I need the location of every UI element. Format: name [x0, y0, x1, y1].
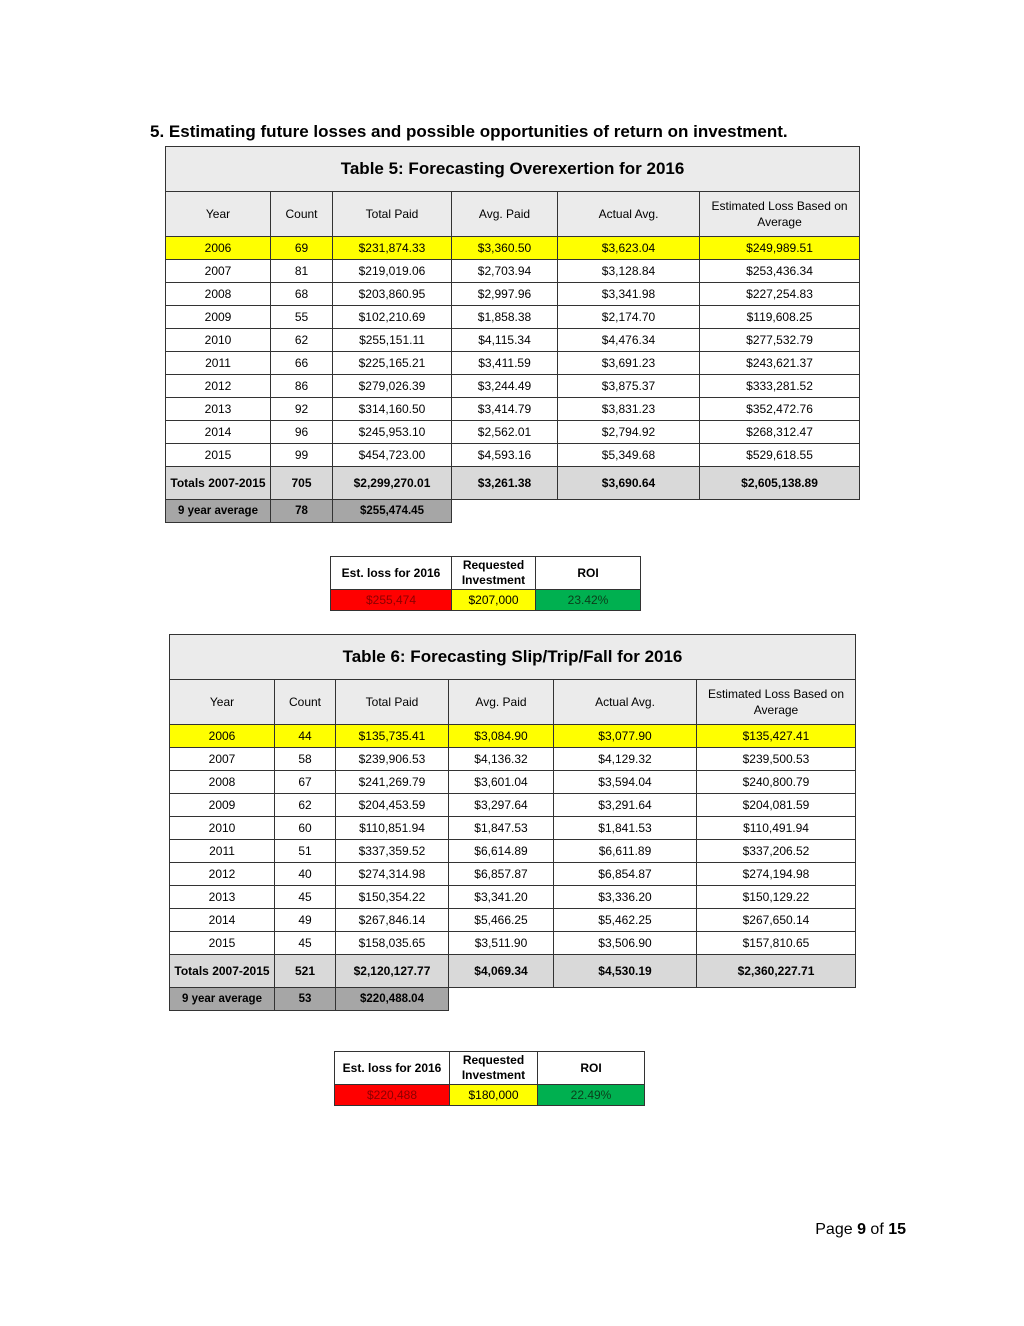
table-cell: $3,128.84 [558, 260, 700, 283]
roi-header: ROI [538, 1052, 645, 1085]
table-row [166, 352, 860, 375]
table-cell: $157,810.65 [697, 932, 856, 955]
table-cell: $274,314.98 [336, 863, 449, 886]
table-cell: $135,735.41 [336, 725, 449, 748]
table-cell: $219,019.06 [333, 260, 452, 283]
column-header: Avg. Paid [452, 192, 558, 237]
table-row [170, 794, 856, 817]
table-cell: $5,462.25 [554, 909, 697, 932]
table-cell: $150,354.22 [336, 886, 449, 909]
table-row [170, 725, 856, 748]
totals-cell: 521 [275, 955, 336, 988]
table-cell: $268,312.47 [700, 421, 860, 444]
table-cell: 2013 [170, 886, 275, 909]
table-cell: 2006 [166, 237, 271, 260]
table-cell: $225,165.21 [333, 352, 452, 375]
table-cell: $337,206.52 [697, 840, 856, 863]
roi-header: Est. loss for 2016 [331, 557, 452, 590]
header-row [170, 680, 856, 725]
column-header: Count [275, 680, 336, 725]
table-cell: 2013 [166, 398, 271, 421]
table-cell: $267,846.14 [336, 909, 449, 932]
table-cell: 58 [275, 748, 336, 771]
table-cell: 68 [271, 283, 333, 306]
table-cell: 2009 [170, 794, 275, 817]
table-cell: $3,084.90 [449, 725, 554, 748]
header-row [166, 192, 860, 237]
table-cell: $6,857.87 [449, 863, 554, 886]
totals-cell: $2,605,138.89 [700, 467, 860, 500]
table-cell: $3,594.04 [554, 771, 697, 794]
table-cell: 2007 [170, 748, 275, 771]
table-cell: 62 [275, 794, 336, 817]
table-cell: $1,841.53 [554, 817, 697, 840]
table-cell: $231,874.33 [333, 237, 452, 260]
table-cell: $3,831.23 [558, 398, 700, 421]
table-cell: $3,297.64 [449, 794, 554, 817]
totals-cell: $3,690.64 [558, 467, 700, 500]
table-cell: $253,436.34 [700, 260, 860, 283]
table-5 [165, 146, 860, 523]
table-cell: $6,854.87 [554, 863, 697, 886]
table-cell: $3,691.23 [558, 352, 700, 375]
roi-header-row [335, 1052, 645, 1085]
table-cell: 2010 [170, 817, 275, 840]
average-row [170, 988, 856, 1011]
table-cell: 60 [275, 817, 336, 840]
table-cell: 2006 [170, 725, 275, 748]
totals-row [166, 467, 860, 500]
table-cell: $245,953.10 [333, 421, 452, 444]
column-header: Total Paid [333, 192, 452, 237]
table-cell: 2015 [170, 932, 275, 955]
average-cell: $220,488.04 [336, 988, 449, 1011]
table-cell: 2015 [166, 444, 271, 467]
page-of-word: of [865, 1221, 889, 1238]
totals-cell: $2,120,127.77 [336, 955, 449, 988]
table-cell: $1,858.38 [452, 306, 558, 329]
table-cell: $249,989.51 [700, 237, 860, 260]
table-cell: 2014 [170, 909, 275, 932]
table-cell: $150,129.22 [697, 886, 856, 909]
table-row [166, 375, 860, 398]
table-cell: 2010 [166, 329, 271, 352]
table-row [170, 932, 856, 955]
table-cell: $240,800.79 [697, 771, 856, 794]
table-cell: $274,194.98 [697, 863, 856, 886]
table-cell: $2,562.01 [452, 421, 558, 444]
average-cell: 53 [275, 988, 336, 1011]
average-cell: $255,474.45 [333, 500, 452, 523]
table-cell: 2011 [170, 840, 275, 863]
table-cell: 96 [271, 421, 333, 444]
roi-header: ROI [536, 557, 641, 590]
totals-cell: $2,360,227.71 [697, 955, 856, 988]
totals-cell: $2,299,270.01 [333, 467, 452, 500]
table-cell: $5,466.25 [449, 909, 554, 932]
table-cell: $454,723.00 [333, 444, 452, 467]
requested-investment-value: $180,000 [450, 1085, 538, 1106]
table-cell: $5,349.68 [558, 444, 700, 467]
table-cell: 81 [271, 260, 333, 283]
table-cell: $3,341.20 [449, 886, 554, 909]
table-cell: $529,618.55 [700, 444, 860, 467]
totals-cell: 705 [271, 467, 333, 500]
est-loss-value: $220,488 [335, 1085, 450, 1106]
table-cell: 2012 [170, 863, 275, 886]
roi-header: Est. loss for 2016 [335, 1052, 450, 1085]
totals-cell: Totals 2007-2015 [170, 955, 275, 988]
table-cell: $352,472.76 [700, 398, 860, 421]
table-cell: $3,875.37 [558, 375, 700, 398]
table-cell: $3,511.90 [449, 932, 554, 955]
table-cell: $314,160.50 [333, 398, 452, 421]
column-header: Estimated Loss Based on Average [697, 680, 856, 725]
page-number [815, 1221, 906, 1239]
table-cell: $110,491.94 [697, 817, 856, 840]
totals-cell: $4,069.34 [449, 955, 554, 988]
page-word: Page [815, 1221, 858, 1238]
table-cell: 49 [275, 909, 336, 932]
table-title: Table 5: Forecasting Overexertion for 2016 [166, 147, 860, 192]
est-loss-value: $255,474 [331, 590, 452, 611]
table-cell: $4,115.34 [452, 329, 558, 352]
table-row [166, 398, 860, 421]
table-cell: 45 [275, 932, 336, 955]
column-header: Year [166, 192, 271, 237]
table-cell: $243,621.37 [700, 352, 860, 375]
table-cell: $255,151.11 [333, 329, 452, 352]
column-header: Total Paid [336, 680, 449, 725]
table-cell: $3,360.50 [452, 237, 558, 260]
table-cell: $3,336.20 [554, 886, 697, 909]
table-row [166, 237, 860, 260]
table-cell: $227,254.83 [700, 283, 860, 306]
table-cell: 2008 [166, 283, 271, 306]
section-heading: 5. Estimating future losses and possible opportunities of return on investment. [150, 122, 788, 141]
table-cell: $110,851.94 [336, 817, 449, 840]
roi-table-6 [334, 1051, 645, 1106]
totals-row [170, 955, 856, 988]
table-cell: $3,414.79 [452, 398, 558, 421]
table-cell: $4,476.34 [558, 329, 700, 352]
table-cell: $4,129.32 [554, 748, 697, 771]
table-cell: $3,291.64 [554, 794, 697, 817]
roi-value: 23.42% [536, 590, 641, 611]
column-header: Actual Avg. [558, 192, 700, 237]
table-cell: $204,453.59 [336, 794, 449, 817]
table-cell: $4,593.16 [452, 444, 558, 467]
table-cell: $204,081.59 [697, 794, 856, 817]
table-cell: $267,650.14 [697, 909, 856, 932]
column-header: Year [170, 680, 275, 725]
table-cell: 40 [275, 863, 336, 886]
table-title: Table 6: Forecasting Slip/Trip/Fall for 2016 [170, 635, 856, 680]
table-cell: 2008 [170, 771, 275, 794]
table-cell: $2,703.94 [452, 260, 558, 283]
page-current: 9 [857, 1221, 866, 1238]
table-cell: $337,359.52 [336, 840, 449, 863]
table-cell: 45 [275, 886, 336, 909]
table-cell: $3,411.59 [452, 352, 558, 375]
roi-header: Requested Investment [452, 557, 536, 590]
table-cell: $333,281.52 [700, 375, 860, 398]
table-cell: 44 [275, 725, 336, 748]
table-row [170, 909, 856, 932]
table-cell: $3,244.49 [452, 375, 558, 398]
table-cell: $277,532.79 [700, 329, 860, 352]
column-header: Avg. Paid [449, 680, 554, 725]
table-row [166, 421, 860, 444]
table-cell: $6,611.89 [554, 840, 697, 863]
table-cell: $119,608.25 [700, 306, 860, 329]
table-cell: 99 [271, 444, 333, 467]
table-cell: 2014 [166, 421, 271, 444]
table-cell: $4,136.32 [449, 748, 554, 771]
column-header: Actual Avg. [554, 680, 697, 725]
table-cell: 2007 [166, 260, 271, 283]
roi-header: Requested Investment [450, 1052, 538, 1085]
table-cell: 69 [271, 237, 333, 260]
table-cell: $6,614.89 [449, 840, 554, 863]
average-cell: 78 [271, 500, 333, 523]
roi-value-row [331, 590, 641, 611]
page-total: 15 [888, 1221, 906, 1238]
table-row [166, 444, 860, 467]
roi-header-row [331, 557, 641, 590]
table-row [170, 840, 856, 863]
table-row [170, 771, 856, 794]
table-row [170, 817, 856, 840]
table-row [166, 260, 860, 283]
roi-value-row [335, 1085, 645, 1106]
average-cell: 9 year average [170, 988, 275, 1011]
table-row [166, 306, 860, 329]
totals-cell: $3,261.38 [452, 467, 558, 500]
table-cell: $279,026.39 [333, 375, 452, 398]
table-cell: $102,210.69 [333, 306, 452, 329]
table-cell: 86 [271, 375, 333, 398]
table-cell: $3,506.90 [554, 932, 697, 955]
totals-cell: $4,530.19 [554, 955, 697, 988]
table-row [170, 886, 856, 909]
table-cell: 2012 [166, 375, 271, 398]
table-cell: $3,623.04 [558, 237, 700, 260]
table-cell: 92 [271, 398, 333, 421]
empty-cell [449, 988, 856, 1011]
table-row [166, 329, 860, 352]
table-cell: $2,174.70 [558, 306, 700, 329]
roi-value: 22.49% [538, 1085, 645, 1106]
table-cell: $239,500.53 [697, 748, 856, 771]
average-row [166, 500, 860, 523]
requested-investment-value: $207,000 [452, 590, 536, 611]
table-cell: $2,997.96 [452, 283, 558, 306]
table-cell: 55 [271, 306, 333, 329]
empty-cell [452, 500, 860, 523]
table-cell: $135,427.41 [697, 725, 856, 748]
table-6 [169, 634, 856, 1011]
table-cell: 2011 [166, 352, 271, 375]
table-row [170, 748, 856, 771]
table-row [170, 863, 856, 886]
table-cell: $239,906.53 [336, 748, 449, 771]
totals-cell: Totals 2007-2015 [166, 467, 271, 500]
table-cell: 62 [271, 329, 333, 352]
table-cell: $203,860.95 [333, 283, 452, 306]
column-header: Count [271, 192, 333, 237]
table-cell: 66 [271, 352, 333, 375]
table-cell: 2009 [166, 306, 271, 329]
average-cell: 9 year average [166, 500, 271, 523]
table-cell: $158,035.65 [336, 932, 449, 955]
table-cell: 51 [275, 840, 336, 863]
table-row [166, 283, 860, 306]
table-cell: $241,269.79 [336, 771, 449, 794]
table-cell: $3,077.90 [554, 725, 697, 748]
roi-table-5 [330, 556, 641, 611]
table-cell: $3,601.04 [449, 771, 554, 794]
table-cell: 67 [275, 771, 336, 794]
table-cell: $1,847.53 [449, 817, 554, 840]
column-header: Estimated Loss Based on Average [700, 192, 860, 237]
table-cell: $2,794.92 [558, 421, 700, 444]
table-cell: $3,341.98 [558, 283, 700, 306]
